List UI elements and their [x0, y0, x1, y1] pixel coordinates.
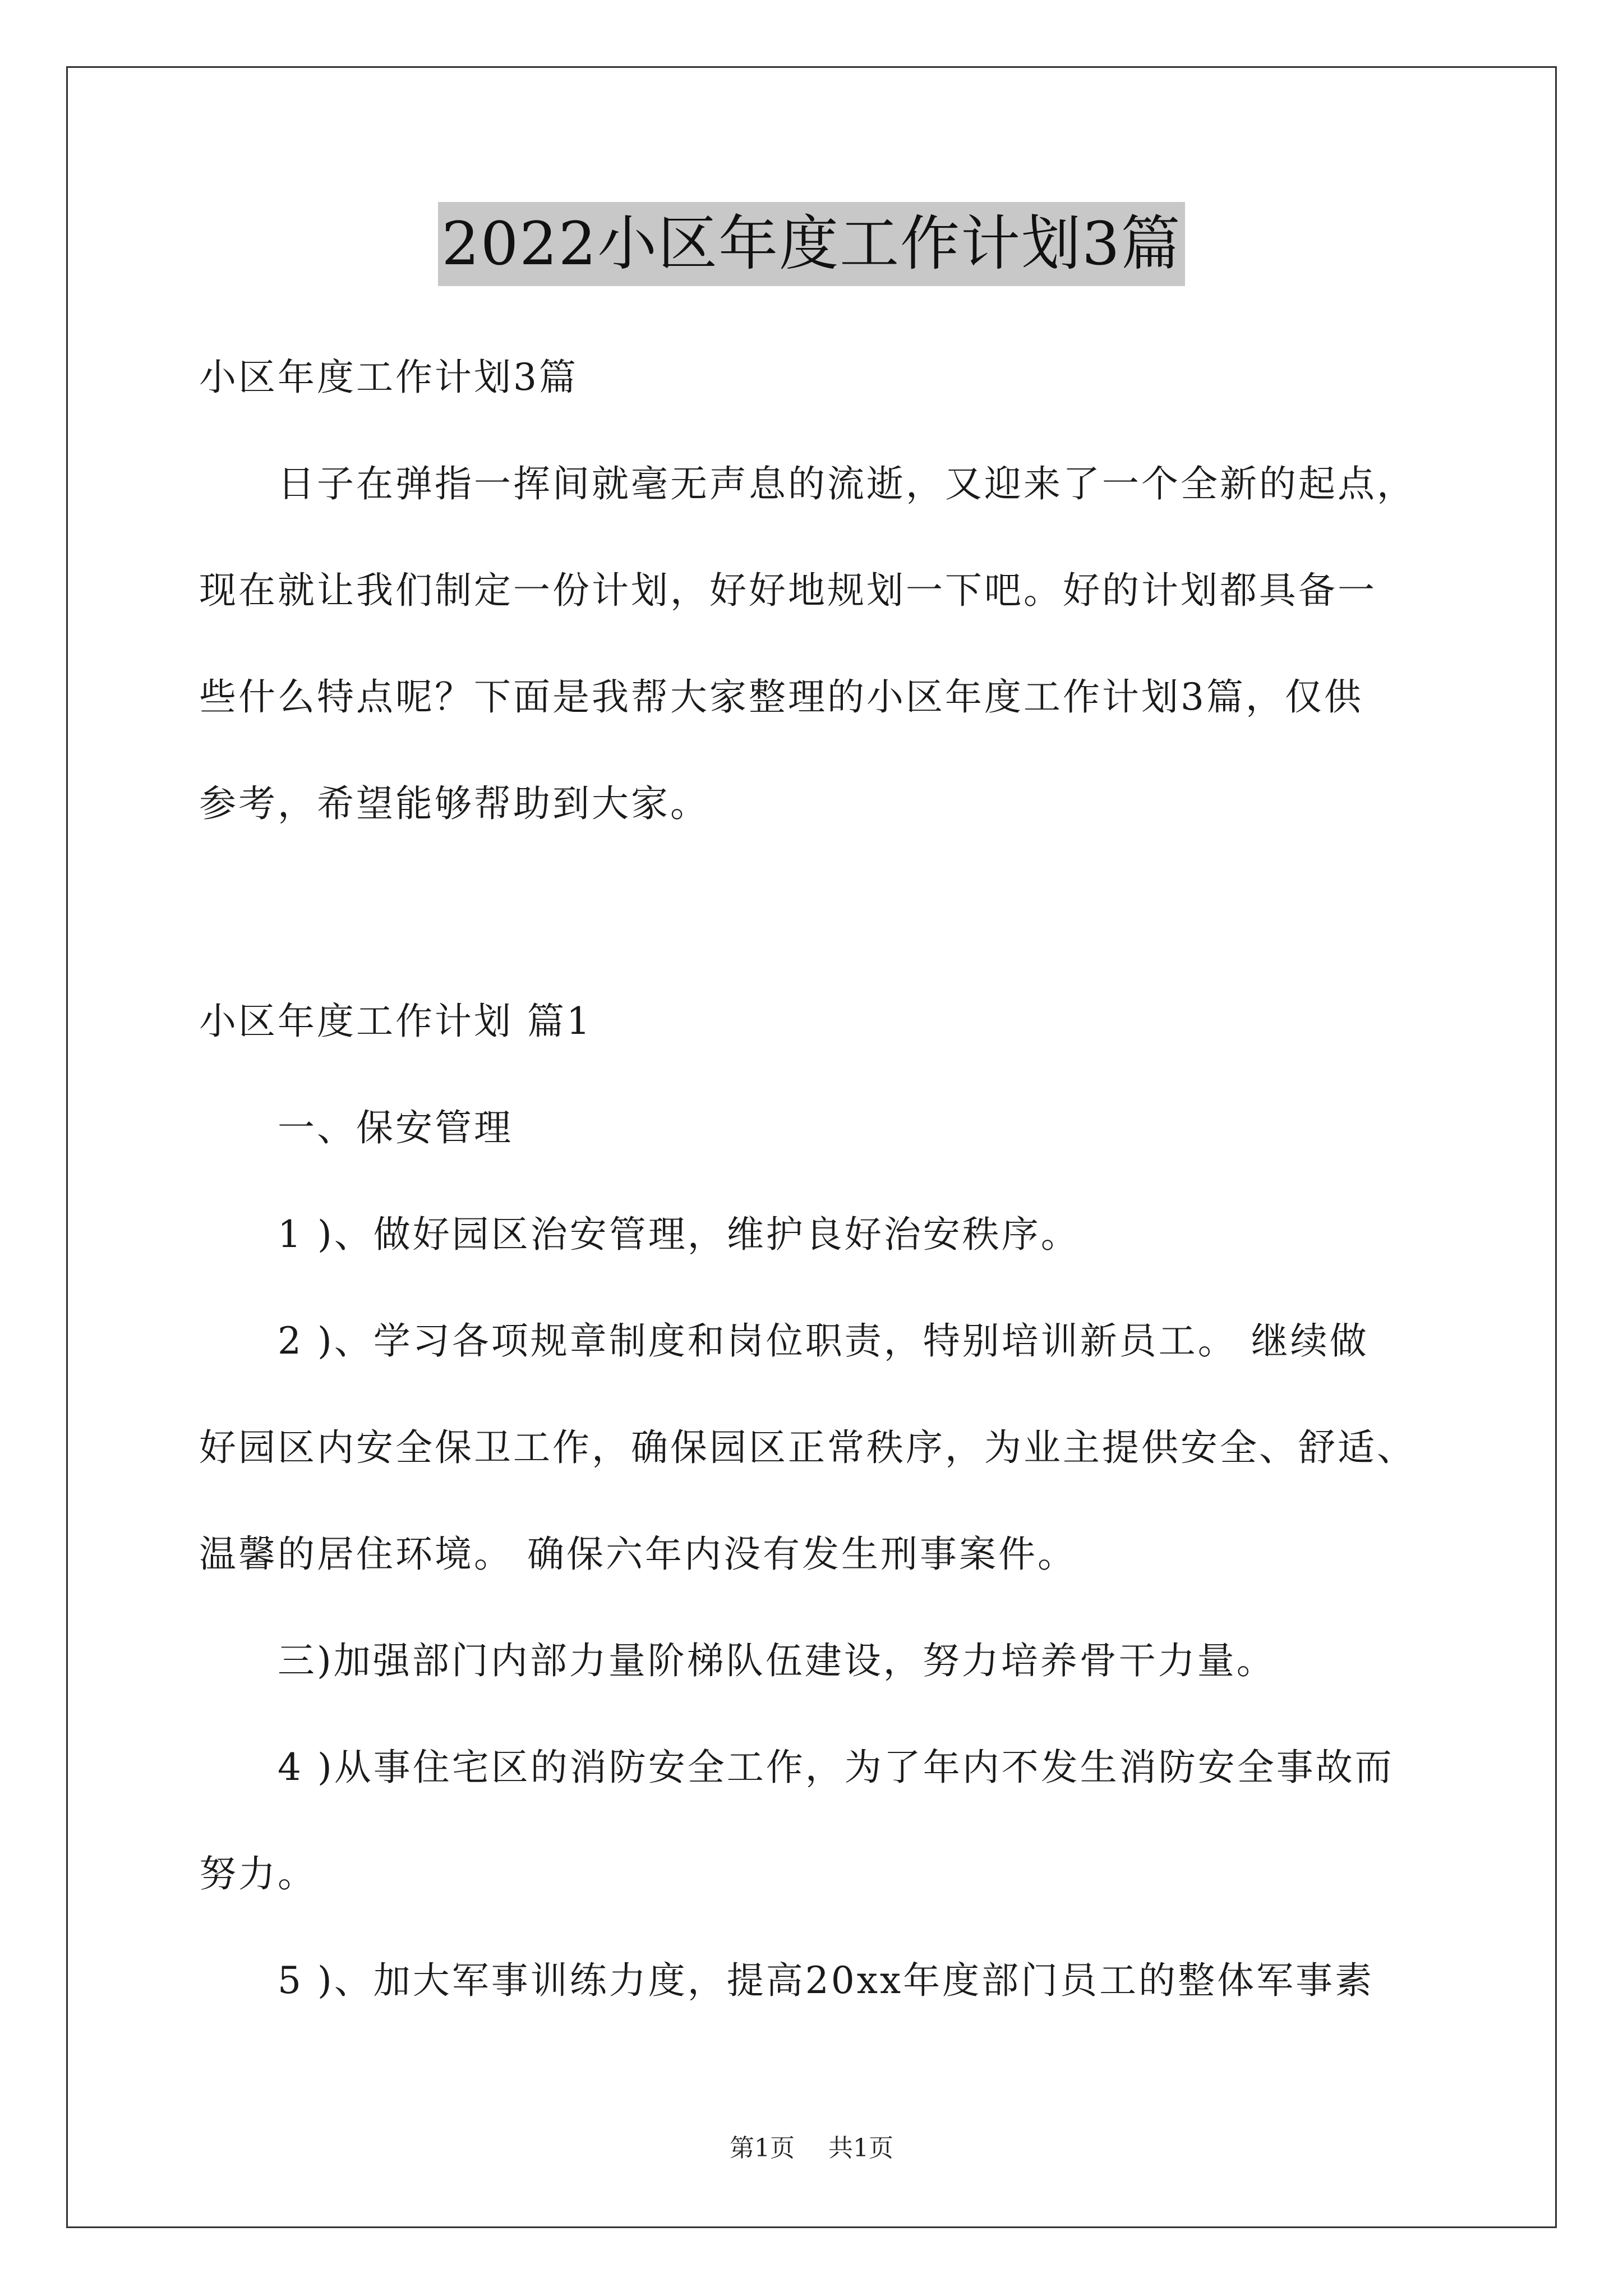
item-4-line-2: 努力。 — [199, 1852, 317, 1895]
intro-line-4: 参考，希望能够帮助到大家。 — [199, 782, 709, 825]
item-3: 三)加强部门内部力量阶梯队伍建设，努力培养骨干力量。 — [278, 1639, 1276, 1682]
item-2-line-3: 温馨的居住环境。 确保六年内没有发生刑事案件。 — [199, 1533, 1077, 1576]
intro-line-3: 些什么特点呢？下面是我帮大家整理的小区年度工作计划3篇，仅供 — [199, 675, 1363, 719]
title-container — [0, 202, 1623, 286]
item-1: 1 )、做好园区治安管理，维护良好治安秩序。 — [278, 1213, 1080, 1256]
document-subtitle: 小区年度工作计划3篇 — [199, 356, 578, 399]
item-2-line-1: 2 )、学习各项规章制度和岗位职责，特别培训新员工。 继续做 — [278, 1319, 1369, 1363]
page-footer — [0, 2132, 1623, 2165]
page-total: 共1页 — [828, 2134, 893, 2162]
item-2-line-2: 好园区内安全保卫工作，确保园区正常秩序，为业主提供安全、舒适、 — [199, 1426, 1416, 1469]
intro-line-1: 日子在弹指一挥间就毫无声息的流逝，又迎来了一个全新的起点， — [278, 462, 1416, 505]
section-heading: 小区年度工作计划 篇1 — [199, 1000, 592, 1043]
section-title: 一、保安管理 — [278, 1106, 513, 1149]
item-4-line-1: 4 )从事住宅区的消防安全工作，为了年内不发生消防安全事故而 — [278, 1746, 1394, 1789]
document-title: 2022小区年度工作计划3篇 — [438, 202, 1184, 286]
page-number: 第1页 — [730, 2134, 795, 2162]
intro-line-2: 现在就让我们制定一份计划，好好地规划一下吧。好的计划都具备一 — [199, 569, 1377, 612]
item-5: 5 )、加大军事训练力度，提高20xx年度部门员工的整体军事素 — [278, 1959, 1375, 2002]
